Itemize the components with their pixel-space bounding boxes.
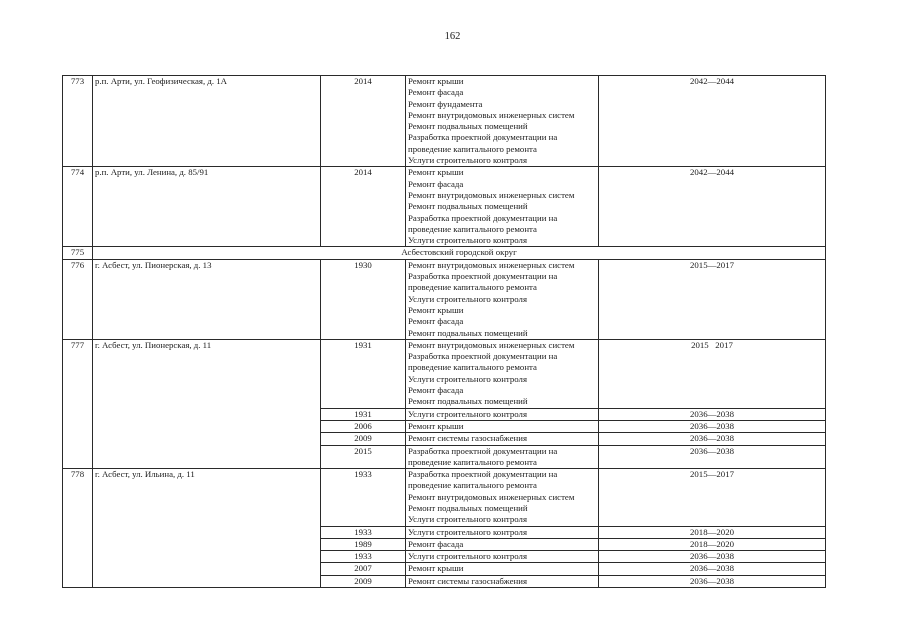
address-cell: р.п. Арти, ул. Геофизическая, д. 1А (93, 76, 321, 167)
year-cell: 2009 (321, 433, 406, 445)
work-line: Ремонт внутридомовых инженерных систем (408, 259, 575, 270)
work-line: Ремонт системы газоснабжения (408, 433, 527, 444)
works-cell (406, 76, 599, 167)
year-cell: 2014 (321, 167, 406, 247)
table-row (63, 76, 826, 167)
year-cell: 1933 (321, 469, 406, 526)
row-number: 778 (63, 469, 93, 588)
period-cell: 2042—2044 (599, 167, 826, 247)
work-line: Разработка проектной документации на (408, 132, 558, 143)
year-cell: 2006 (321, 420, 406, 432)
work-line: проведение капитального ремонта (408, 362, 537, 373)
period-cell: 2018—2020 (599, 526, 826, 538)
year-cell: 1933 (321, 551, 406, 563)
row-number: 773 (63, 76, 93, 167)
works-cell (406, 526, 599, 538)
work-line: Разработка проектной документации на (408, 445, 558, 456)
period-cell: 2036—2038 (599, 445, 826, 469)
table-row (63, 339, 826, 408)
work-line: Ремонт фасада (408, 385, 464, 396)
period-cell: 2036—2038 (599, 408, 826, 420)
work-line: Разработка проектной документации на (408, 469, 558, 480)
work-line: Услуги строительного контроля (408, 235, 527, 246)
work-line: Ремонт фасада (408, 87, 464, 98)
work-line: Ремонт системы газоснабжения (408, 575, 527, 586)
work-line: Ремонт подвальных помещений (408, 327, 528, 338)
work-line: Ремонт фундамента (408, 98, 483, 109)
work-line: проведение капитального ремонта (408, 456, 537, 467)
work-line: Ремонт крыши (408, 304, 464, 315)
works-cell (406, 538, 599, 550)
period-cell: 2015 2017 (599, 339, 826, 408)
work-line: Разработка проектной документации на (408, 212, 558, 223)
work-line: Ремонт крыши (408, 76, 464, 86)
address-cell: г. Асбест, ул. Пионерская, д. 13 (93, 259, 321, 339)
work-line: проведение капитального ремонта (408, 282, 537, 293)
work-line: Услуги строительного контроля (408, 514, 527, 525)
period-cell: 2036—2038 (599, 575, 826, 587)
year-cell: 1930 (321, 259, 406, 339)
work-line: Ремонт внутридомовых инженерных систем (408, 339, 575, 350)
work-line: Услуги строительного контроля (408, 408, 527, 419)
works-cell (406, 563, 599, 575)
period-cell: 2042—2044 (599, 76, 826, 167)
table-row (63, 167, 826, 247)
work-line: Ремонт подвальных помещений (408, 396, 528, 407)
work-line: Ремонт подвальных помещений (408, 502, 528, 513)
work-line: Разработка проектной документации на (408, 271, 558, 282)
period-cell: 2015—2017 (599, 259, 826, 339)
works-cell (406, 420, 599, 432)
work-line: проведение капитального ремонта (408, 223, 537, 234)
work-line: Ремонт фасада (408, 178, 464, 189)
works-cell (406, 575, 599, 587)
period-cell: 2018—2020 (599, 538, 826, 550)
works-cell (406, 551, 599, 563)
works-cell (406, 339, 599, 408)
period-cell: 2036—2038 (599, 420, 826, 432)
works-cell (406, 433, 599, 445)
work-line: Ремонт внутридомовых инженерных систем (408, 109, 575, 120)
work-line: Разработка проектной документации на (408, 351, 558, 362)
row-number: 776 (63, 259, 93, 339)
work-line: Ремонт фасада (408, 316, 464, 327)
row-number: 775 (63, 247, 93, 259)
year-cell: 1933 (321, 526, 406, 538)
works-cell (406, 167, 599, 247)
works-cell (406, 469, 599, 526)
work-line: Ремонт внутридомовых инженерных систем (408, 189, 575, 200)
work-line: Ремонт внутридомовых инженерных систем (408, 491, 575, 502)
works-cell (406, 408, 599, 420)
year-cell: 2007 (321, 563, 406, 575)
address-cell: р.п. Арти, ул. Ленина, д. 85/91 (93, 167, 321, 247)
work-line: Ремонт крыши (408, 167, 464, 178)
works-cell (406, 445, 599, 469)
period-cell: 2036—2038 (599, 551, 826, 563)
work-line: Услуги строительного контроля (408, 155, 527, 166)
work-line: Ремонт крыши (408, 563, 464, 574)
work-line: Ремонт фасада (408, 538, 464, 549)
row-number: 777 (63, 339, 93, 468)
section-title: Асбестовский городской округ (93, 247, 826, 259)
table-row (63, 469, 826, 526)
table-body (63, 76, 826, 588)
row-number: 774 (63, 167, 93, 247)
table-row (63, 259, 826, 339)
year-cell: 2014 (321, 76, 406, 167)
period-cell: 2036—2038 (599, 433, 826, 445)
work-line: Услуги строительного контроля (408, 526, 527, 537)
year-cell: 2015 (321, 445, 406, 469)
work-line: Услуги строительного контроля (408, 551, 527, 562)
work-line: Ремонт подвальных помещений (408, 121, 528, 132)
work-line: проведение капитального ремонта (408, 143, 537, 154)
repair-schedule-table (62, 75, 826, 588)
year-cell: 1931 (321, 339, 406, 408)
year-cell: 1989 (321, 538, 406, 550)
work-line: проведение капитального ремонта (408, 480, 537, 491)
work-line: Услуги строительного контроля (408, 293, 527, 304)
section-row (63, 247, 826, 259)
year-cell: 1931 (321, 408, 406, 420)
works-cell (406, 259, 599, 339)
work-line: Ремонт подвальных помещений (408, 201, 528, 212)
year-cell: 2009 (321, 575, 406, 587)
period-cell: 2036—2038 (599, 563, 826, 575)
page-number: 162 (444, 31, 461, 42)
work-line: Ремонт крыши (408, 420, 464, 431)
address-cell: г. Асбест, ул. Ильина, д. 11 (93, 469, 321, 588)
work-line: Услуги строительного контроля (408, 373, 527, 384)
address-cell: г. Асбест, ул. Пионерская, д. 11 (93, 339, 321, 468)
period-cell: 2015—2017 (599, 469, 826, 526)
